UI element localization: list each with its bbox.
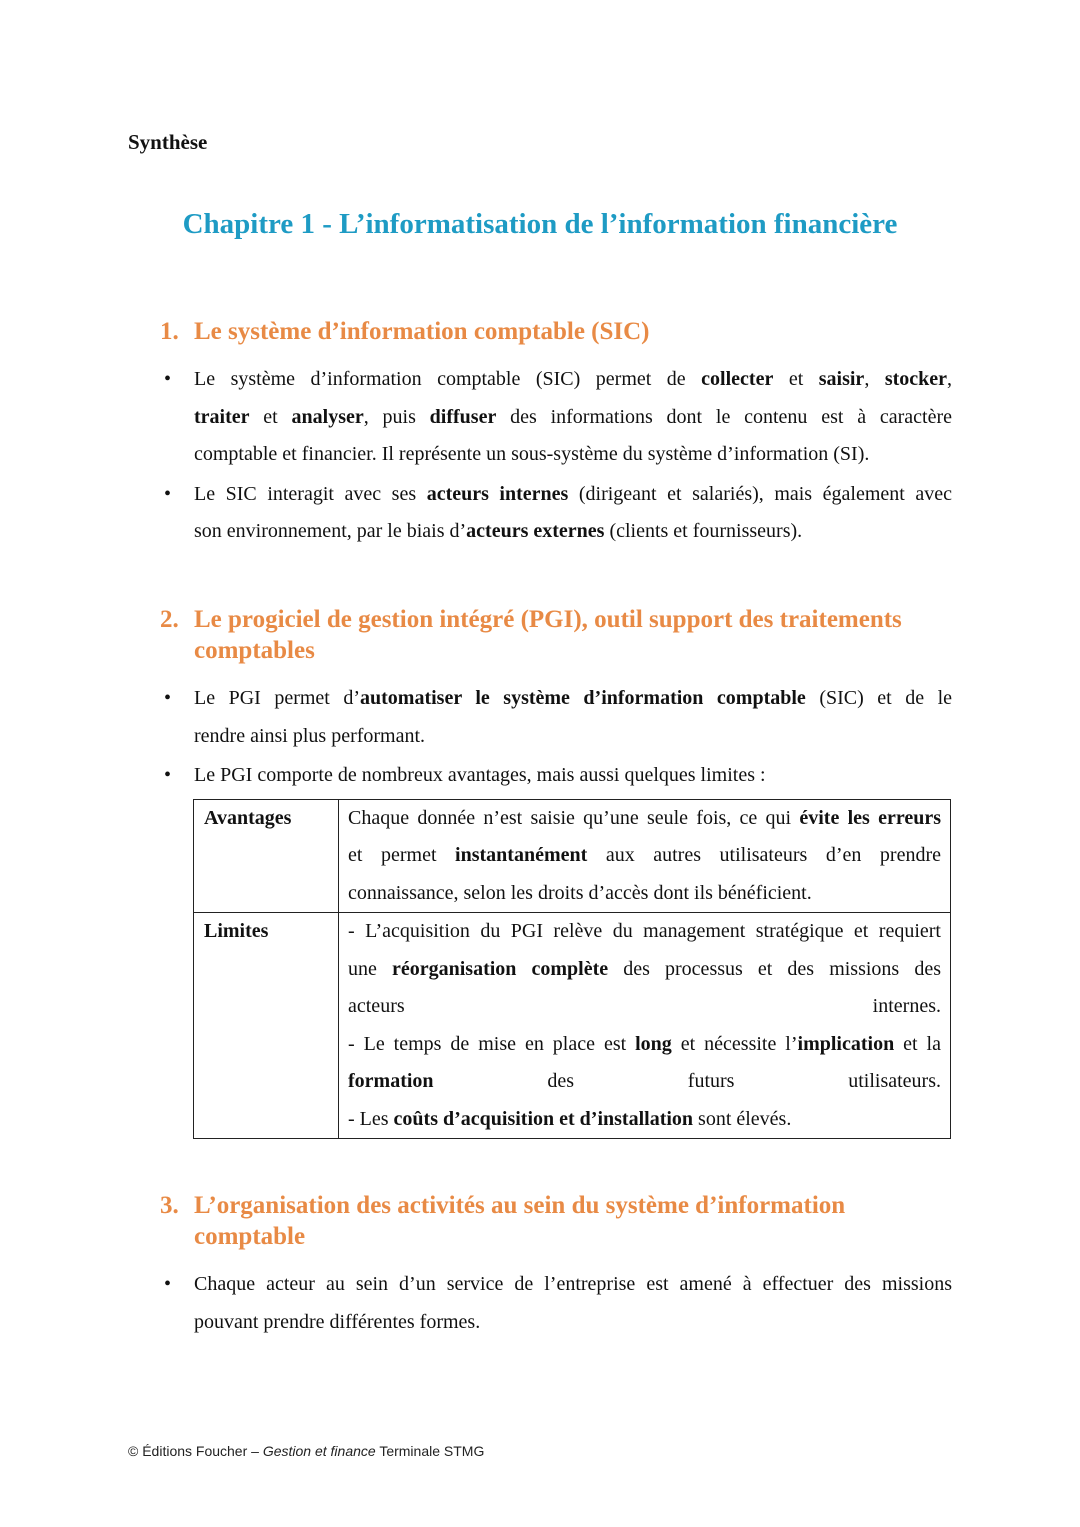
section-number: 2. — [160, 606, 179, 633]
bold-term: collecter — [701, 368, 774, 390]
text-run: acteurs internes. — [348, 995, 941, 1017]
text-run: Le système d’information comptable (SIC) permet de — [194, 368, 702, 390]
bullet-item — [160, 680, 952, 755]
section-title-line: comptables — [194, 637, 315, 664]
footer-suffix: Terminale STMG — [375, 1443, 485, 1459]
text-run: et — [773, 368, 819, 390]
text-run: des informations dont le contenu est à caractère — [496, 405, 953, 428]
section-title — [194, 1190, 845, 1252]
text-run: et permet — [348, 844, 456, 866]
text-run: Le PGI permet d’ — [194, 687, 361, 709]
text-run: et — [249, 405, 292, 428]
text-run: , — [947, 368, 953, 390]
bold-term: diffuser — [429, 405, 497, 428]
bold-term: acteurs externes — [466, 520, 605, 542]
text-run: rendre ainsi plus performant. — [194, 724, 426, 747]
text-line — [194, 476, 952, 514]
row-header: Limites — [194, 913, 339, 1139]
text-line — [348, 988, 941, 1026]
footer-copyright — [128, 1443, 484, 1459]
section-title-line: comptable — [194, 1223, 306, 1250]
text-run: son environnement, par le biais d’ — [194, 520, 467, 542]
row-content — [339, 913, 951, 1139]
pgi-table — [193, 799, 951, 1140]
bullet-list — [160, 680, 952, 795]
table-row-avantages — [194, 799, 951, 913]
text-line — [194, 1304, 952, 1342]
bold-term: évite les erreurs — [799, 806, 941, 829]
bullet-item — [160, 361, 952, 474]
text-line — [194, 757, 952, 795]
row-content — [339, 799, 951, 913]
bullet-list — [160, 361, 952, 551]
text-line — [194, 680, 952, 718]
section-number: 3. — [160, 1192, 179, 1219]
text-line — [348, 1063, 941, 1101]
text-run: pouvant prendre différentes formes. — [194, 1310, 481, 1333]
bullet-item — [160, 1266, 952, 1341]
section-title — [194, 604, 902, 666]
bold-term: implication — [797, 1032, 895, 1055]
section-title-line: L’organisation des activités au sein du système d’information — [194, 1192, 846, 1219]
text-run: (SIC) et de le — [805, 687, 952, 709]
text-line — [194, 436, 952, 474]
section-pgi — [160, 604, 952, 1139]
bold-term: analyser — [291, 405, 364, 428]
text-line — [348, 1026, 941, 1064]
text-run: (clients et fournisseurs). — [604, 520, 803, 542]
text-run: sont élevés. — [693, 1107, 792, 1130]
text-line — [348, 837, 941, 875]
bold-term: stocker — [884, 368, 948, 390]
text-run: Chaque donnée n’est saisie qu’une seule fois, ce qui — [348, 806, 800, 829]
bold-term: formation — [348, 1070, 434, 1092]
footer-prefix: © Éditions Foucher – — [128, 1443, 263, 1459]
text-line — [348, 913, 941, 951]
bullet-list — [160, 1266, 952, 1341]
text-line — [348, 875, 941, 913]
section-heading — [160, 316, 952, 347]
section-title-line: Le progiciel de gestion intégré (PGI), outil support des traitements — [194, 606, 902, 633]
text-run: , puis — [363, 405, 430, 428]
text-run: Chaque acteur au sein d’un service de l’entreprise est amené à effectuer des missions — [194, 1273, 952, 1295]
bold-term: traiter — [194, 405, 250, 428]
section-sic — [160, 316, 952, 551]
section-heading — [160, 604, 952, 666]
row-header: Avantages — [194, 799, 339, 913]
bold-term: automatiser le système d’information comptable — [360, 687, 806, 709]
bullet-item — [160, 757, 952, 795]
section-title: Le système d’information comptable (SIC) — [194, 318, 650, 345]
text-run: et nécessite l’ — [671, 1032, 798, 1055]
text-run: - Le temps de mise en place est — [348, 1032, 636, 1055]
text-run: , — [864, 368, 885, 390]
text-line — [348, 1101, 941, 1139]
text-run: comptable et financier. Il représente un sous-système du système d’information (SI). — [194, 443, 870, 465]
bullet-item — [160, 476, 952, 551]
chapter-title: Chapitre 1 - L’informatisation de l’information financière — [182, 208, 898, 240]
table-row-limites — [194, 913, 951, 1139]
text-run: - L’acquisition du PGI relève du management stratégique et requiert — [348, 920, 941, 942]
text-run: (dirigeant et salariés), mais également avec — [568, 482, 953, 505]
text-line — [194, 513, 952, 551]
text-run: une — [348, 957, 392, 980]
text-run: aux autres utilisateurs d’en prendre — [587, 844, 941, 866]
text-run: - Les — [348, 1107, 394, 1130]
text-run: des futurs utilisateurs. — [433, 1070, 941, 1092]
text-line — [194, 399, 952, 437]
bold-term: acteurs internes — [426, 482, 569, 505]
bold-term: instantanément — [455, 844, 588, 866]
footer-book-title: Gestion et finance — [262, 1443, 376, 1459]
bold-term: coûts d’acquisition et d’installation — [393, 1107, 694, 1130]
text-line — [194, 1266, 952, 1304]
page-label: Synthèse — [128, 130, 208, 154]
text-run: et la — [894, 1032, 941, 1055]
text-line — [194, 718, 952, 756]
bold-term: saisir — [818, 368, 865, 390]
text-line — [348, 951, 941, 989]
text-line — [194, 361, 952, 399]
section-heading — [160, 1190, 952, 1252]
section-number: 1. — [160, 318, 179, 345]
bold-term: long — [635, 1032, 672, 1055]
text-line — [348, 800, 941, 838]
bold-term: réorganisation complète — [391, 957, 609, 980]
text-run: Le SIC interagit avec ses — [194, 482, 427, 505]
text-run: Le PGI comporte de nombreux avantages, mais aussi quelques limites : — [194, 764, 766, 786]
section-organisation — [160, 1190, 952, 1341]
text-run: connaissance, selon les droits d’accès dont ils bénéficient. — [348, 881, 812, 904]
text-run: des processus et des missions des — [608, 957, 941, 980]
